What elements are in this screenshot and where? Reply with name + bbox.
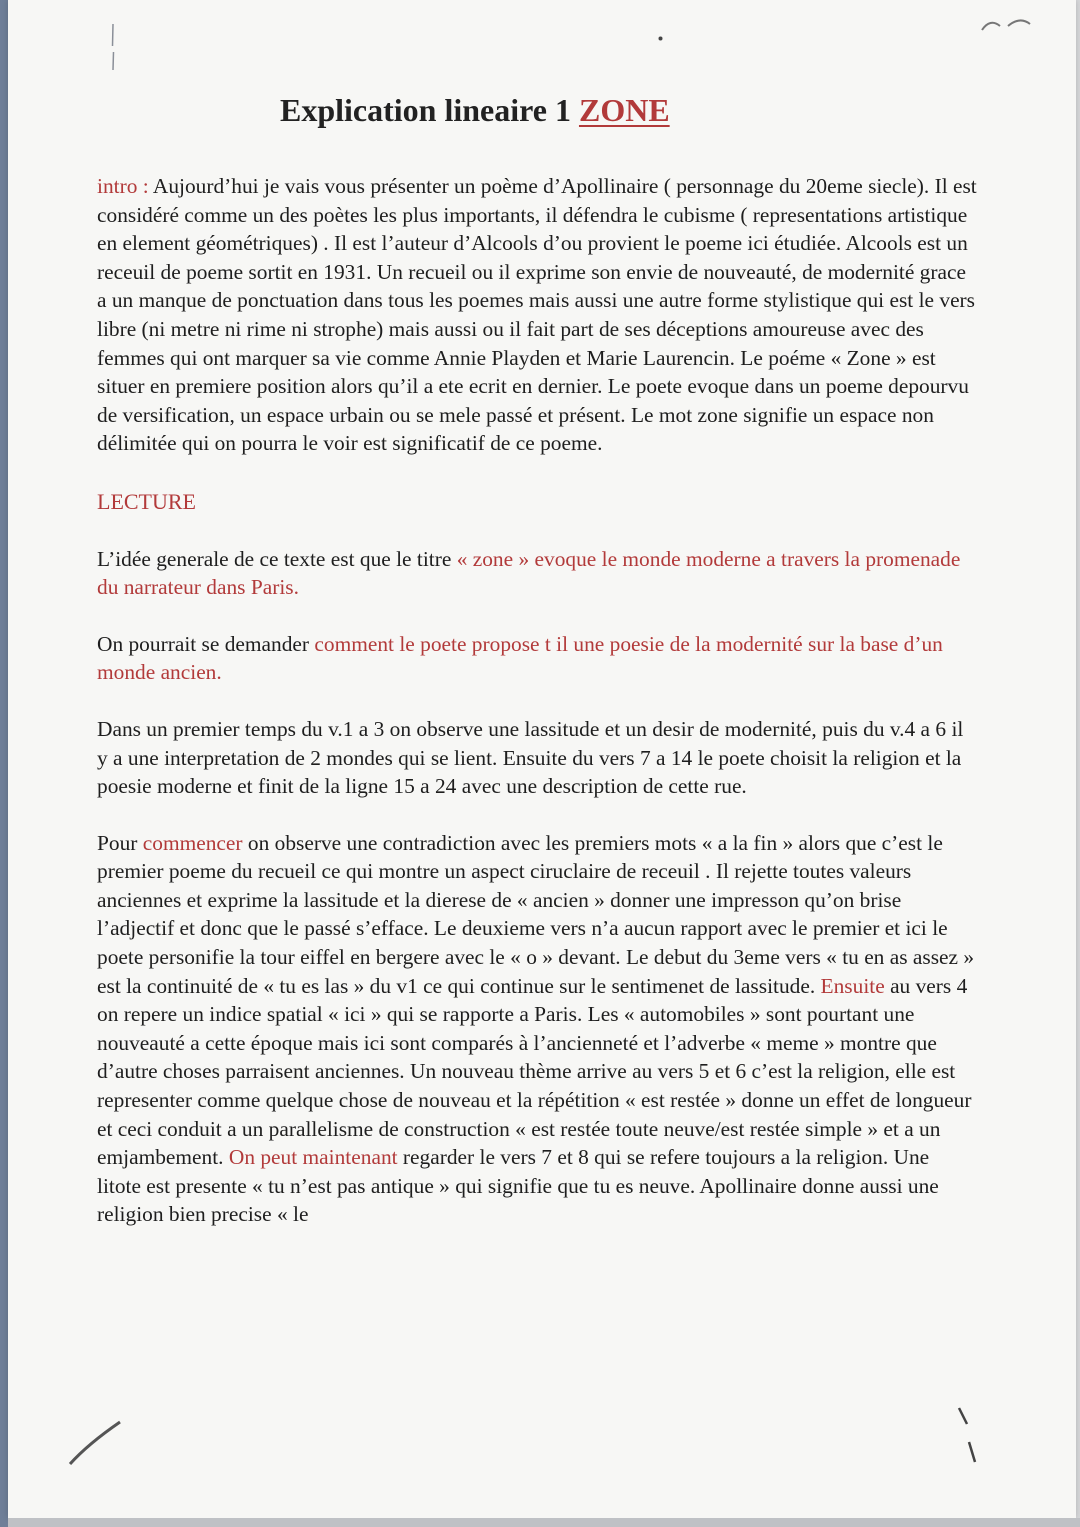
pen-mark-top-left: [111, 22, 115, 72]
document-body: [97, 172, 977, 1229]
intro-label: intro :: [97, 174, 149, 198]
analysis-part1: on observe une contradiction avec les premiers mots « a la fin » alors que c’est le premier poeme du recueil ce qui montre un aspect ciruclaire de receuil . Il rejette toutes valeurs anciennes et exprime la lassitude et la dierese de « ancien » donner une impresson qu’on brise l’adjectif et donc que le passé s’efface. Le deuxieme vers n’a aucun rapport avec le premier et ici le poete personifie la tour eiffel en bergere avec le « o » devant. Le debut du 3eme vers « tu en as assez » est la continuité de « tu es las » du v1 ce qui continue sur le sentimenet de lassitude.: [97, 830, 975, 998]
intro-text: Aujourd’hui je vais vous présenter un poème d’Apollinaire ( personnage du 20eme siecle). Il est considéré comme un des poètes les plus importants, il défendra le cubisme ( representations artistique en element géométriques) . Il est l’auteur d’Alcools d’ou provient le poeme ici étudiée. Alcools est un receuil de poeme sortit en 1931. Un recueil ou il exprime son envie de nouveauté, de modernité grace a un manque de ponctuation dans tous les poemes mais aussi une autre forme stylistique qui est le vers libre (ni metre ni rime ni strophe) mais aussi ou il fait part de ses déceptions amoureuse avec des femmes qui ont marquer sa vie comme Annie Playden et Marie Laurencin. Le poéme « Zone » est situer en premiere position alors qu’il a ete ecrit en dernier. Le poete evoque dans un poeme depourvu de versification, un espace urbain ou se mele passé et présent. Le mot zone signifie un espace non délimitée qui on pourra le voir est significatif de ce poeme.: [97, 174, 977, 456]
question-highlight: comment le poete propose t il une poesie de la modernité sur la base d’un monde ancien.: [97, 631, 943, 685]
title-highlight: ZONE: [578, 92, 670, 128]
analysis-part3: regarder le vers 7 et 8 qui se refere toujours a la religion. Une litote est presente « tu n’est pas antique » qui signifie que tu es neuve. Apollinaire donne aussi une religion bien precise « le: [97, 1145, 939, 1227]
analysis-ensuite: Ensuite: [820, 973, 885, 998]
analysis-maintenant: On peut maintenant: [228, 1145, 398, 1170]
page-title: [280, 92, 800, 129]
idee-before: L’idée generale de ce texte est que le titre: [97, 546, 457, 571]
title-prefix: Explication lineaire 1: [280, 92, 579, 128]
plan-paragraph: Dans un premier temps du v.1 a 3 on observe une lassitude et un desir de modernité, puis du v.4 a 6 il y a une interpretation de 2 mondes qui se lient. Ensuite du vers 7 a 14 le poete choisit la religion et la poesie moderne et finit de la ligne 15 a 24 avec une description de cette rue.: [97, 716, 964, 799]
intro-paragraph: [97, 172, 977, 458]
analysis-commencer: commencer: [142, 830, 243, 855]
binding-edge: [0, 0, 8, 1527]
bottom-edge: [8, 1518, 1080, 1527]
pen-mark-bottom-left: [58, 1402, 138, 1472]
question-paragraph: [97, 630, 977, 687]
dot-mark: [658, 36, 663, 41]
lecture-heading: LECTURE: [97, 488, 196, 514]
staple-mark-icon: [976, 14, 1036, 36]
analysis-part2: au vers 4 on repere un indice spatial « ici » qui se rapporte a Paris. Les « automobiles » sont pourtant une nouveauté a cette époque mais ici sont comparés à l’ancienneté et l’adverbe « meme » montre que d’autre choses parraisent anciennes. Un nouveau thème arrive au vers 5 et 6 c’est la religion, elle est representer comme quelque chose de nouveau et la répétition « est restée » donne un effet de longueur et ceci conduit a un parallelisme de construction « est restée toute neuve/est restée simple » et a un emjambement.: [97, 973, 972, 1170]
analysis-paragraph: [97, 829, 977, 1229]
idee-paragraph: [97, 545, 977, 602]
document-page: [8, 0, 1076, 1518]
question-before: On pourrait se demander: [97, 631, 315, 656]
analysis-start-label: Pour: [97, 830, 143, 855]
idee-highlight: « zone » evoque le monde moderne a travers la promenade du narrateur dans Paris.: [97, 546, 961, 600]
pen-mark-bottom-right: [951, 1402, 981, 1472]
